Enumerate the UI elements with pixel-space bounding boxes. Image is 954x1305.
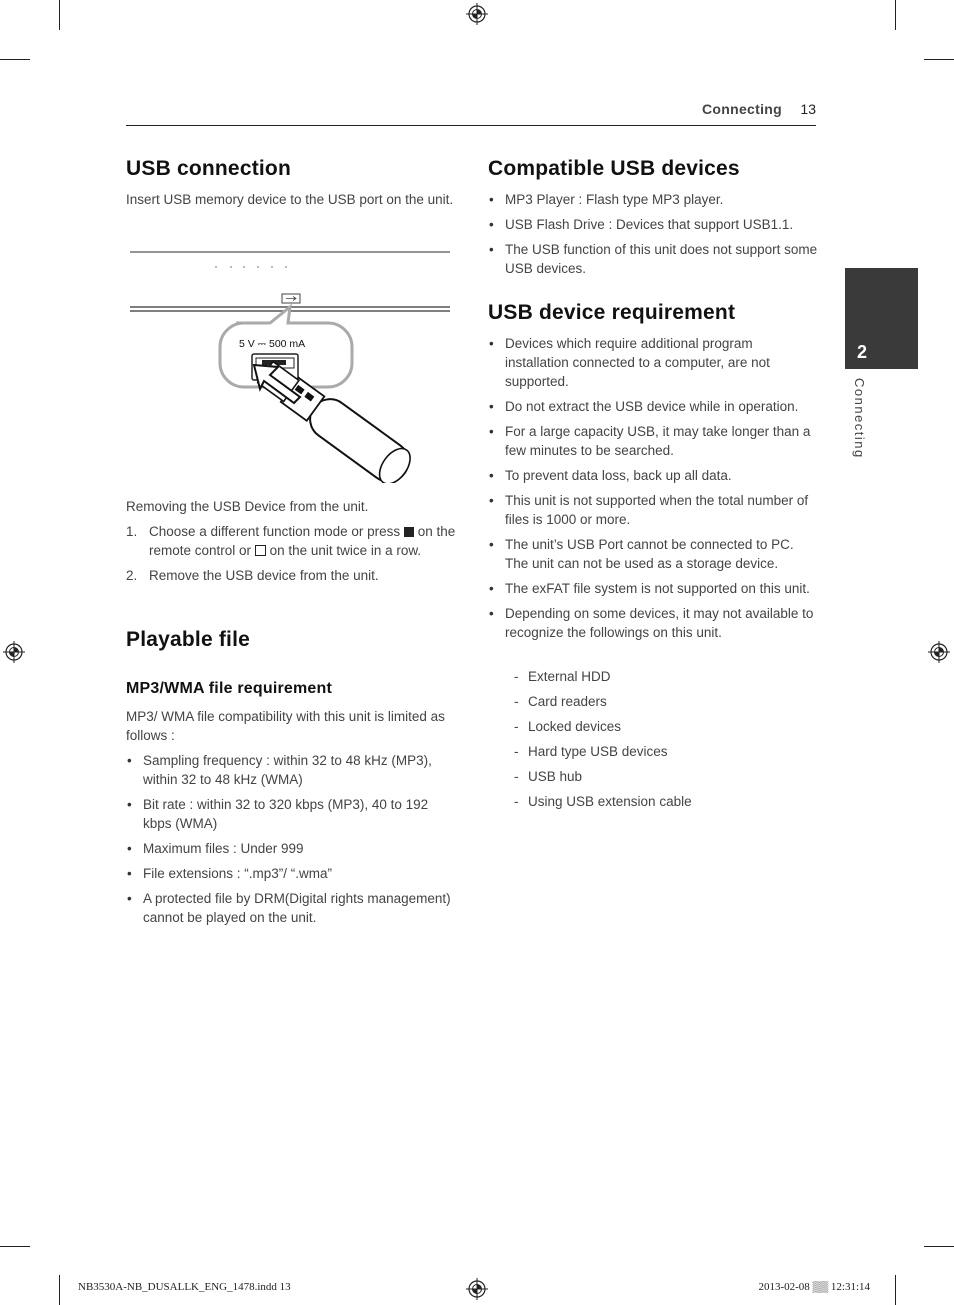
registration-mark-icon [466, 3, 488, 25]
list-item: • Devices which require additional program installation connected to a computer, are not supported. [488, 334, 820, 391]
crop-mark [0, 59, 30, 60]
usb-connection-intro: Insert USB memory device to the USB port on the unit. [126, 192, 454, 207]
list-item: • For a large capacity USB, it may take longer than a few minutes to be searched. [488, 422, 820, 460]
file-requirement-list [126, 751, 458, 933]
registration-mark-icon [466, 1278, 488, 1300]
removing-steps-list [126, 522, 456, 591]
list-item: • The USB function of this unit does not support some USB devices. [488, 240, 818, 278]
list-item: • This unit is not supported when the total number of files is 1000 or more. [488, 491, 820, 529]
crop-mark [59, 0, 60, 30]
chapter-tab [845, 268, 918, 369]
device-requirement-list [488, 334, 820, 648]
registration-mark-icon [928, 641, 950, 663]
list-item: • File extensions : “.mp3”/ “.wma” [126, 864, 458, 883]
file-requirement-intro: MP3/ WMA file compatibility with this unit is limited as follows : [126, 709, 445, 743]
list-item: • A protected file by DRM(Digital rights management) cannot be played on the unit. [126, 889, 458, 927]
header-section-title: Connecting [702, 101, 782, 117]
list-item: 2. Remove the USB device from the unit. [126, 568, 379, 583]
playable-file-title: Playable file [126, 628, 250, 651]
unrecognized-devices-list [505, 667, 805, 817]
page-number: 13 [800, 101, 816, 117]
stop-icon [404, 527, 414, 537]
list-item: • Sampling frequency : within 32 to 48 kHz (MP3), within 32 to 48 kHz (WMA) [126, 751, 458, 789]
list-item: • The exFAT file system is not supported on this unit. [488, 579, 820, 598]
crop-mark [924, 59, 954, 60]
page-header [126, 98, 816, 126]
footer-file-name: NB3530A-NB_DUSALLK_ENG_1478.indd 13 [78, 1281, 291, 1293]
usb-illustration-icon [126, 243, 456, 483]
chapter-tab-label: Connecting [852, 378, 867, 459]
chapter-number: 2 [857, 342, 868, 362]
list-item: - External HDD [505, 667, 805, 686]
list-item: 1. Choose a different function mode or press on the remote control or on the unit twice in a row. [126, 524, 456, 558]
crop-mark [924, 1246, 954, 1247]
crop-mark [895, 1275, 896, 1305]
list-item: - Hard type USB devices [505, 742, 805, 761]
crop-mark [59, 1275, 60, 1305]
usb-connection-title: USB connection [126, 157, 291, 180]
list-item: - USB hub [505, 767, 805, 786]
stop-button-icon [255, 545, 266, 556]
footer-timestamp: 2013-02-08 ▒▒ 12:31:14 [758, 1281, 870, 1293]
registration-mark-icon [3, 641, 25, 663]
crop-mark [0, 1246, 30, 1247]
device-requirement-title: USB device requirement [488, 301, 736, 324]
removing-usb-text: Removing the USB Device from the unit. [126, 499, 369, 514]
file-requirement-subtitle: MP3/WMA file requirement [126, 680, 333, 697]
compatible-devices-list [488, 190, 818, 284]
crop-mark [895, 0, 896, 30]
list-item: • MP3 Player : Flash type MP3 player. [488, 190, 818, 209]
usb-connection-figure [126, 243, 456, 483]
list-item: • The unit’s USB Port cannot be connected to PC. The unit can not be used as a storage device. [488, 535, 820, 573]
list-item: • To prevent data loss, back up all data. [488, 466, 820, 485]
compatible-devices-title: Compatible USB devices [488, 157, 740, 180]
list-item: • Bit rate : within 32 to 320 kbps (MP3), 40 to 192 kbps (WMA) [126, 795, 458, 833]
usb-port-rating-label: 5 V ⎓ 500 mA [239, 338, 306, 350]
list-item: - Locked devices [505, 717, 805, 736]
list-item: • Do not extract the USB device while in operation. [488, 397, 820, 416]
list-item: - Card readers [505, 692, 805, 711]
list-item: - Using USB extension cable [505, 792, 805, 811]
list-item: • Depending on some devices, it may not available to recognize the followings on this unit. [488, 604, 820, 642]
list-item: • Maximum files : Under 999 [126, 839, 458, 858]
list-item: • USB Flash Drive : Devices that support USB1.1. [488, 215, 818, 234]
